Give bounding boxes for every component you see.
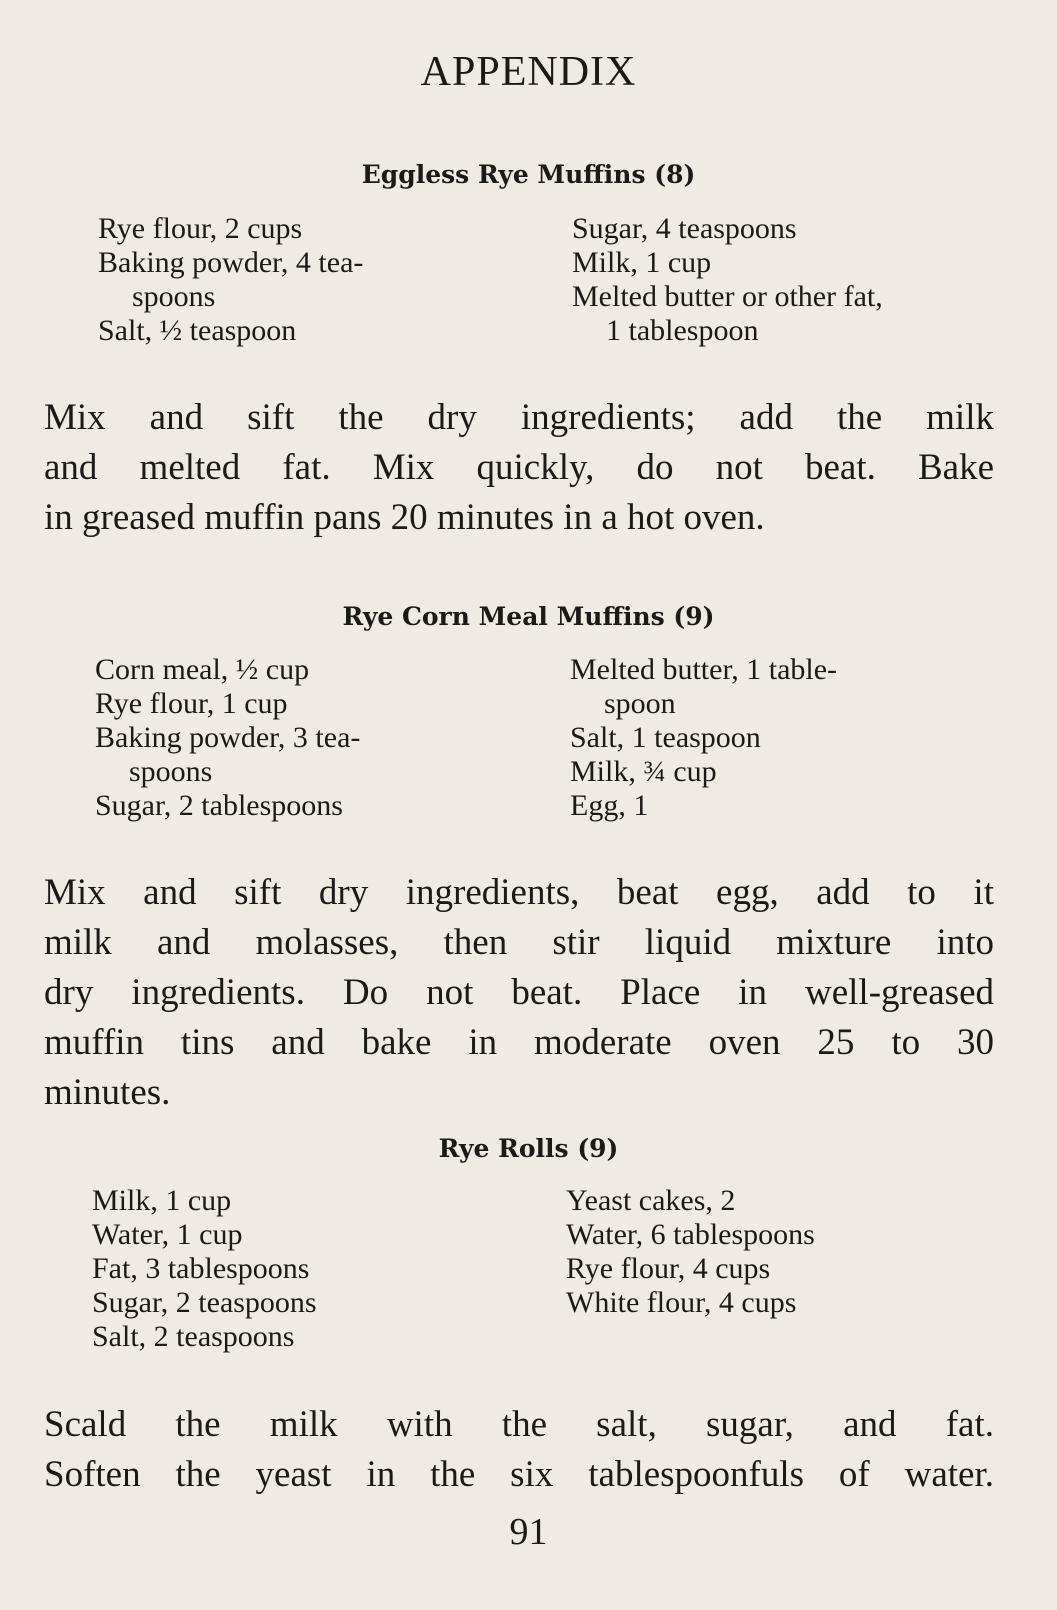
ingredient: Water, 1 cup bbox=[92, 1218, 243, 1251]
ingredient: Baking powder, 4 tea- bbox=[98, 246, 364, 279]
ingredient: Milk, ¾ cup bbox=[570, 755, 717, 788]
directions-line: milk and molasses, then stir liquid mixture into bbox=[44, 922, 994, 963]
ingredient: Salt, 1 teaspoon bbox=[570, 721, 761, 754]
ingredient-continuation: spoons bbox=[129, 755, 213, 788]
directions bbox=[44, 1400, 994, 1500]
directions-line: Mix and sift the dry ingredients; add the milk bbox=[44, 397, 994, 438]
directions-line: in greased muffin pans 20 minutes in a hot oven. bbox=[44, 497, 765, 538]
recipe-title: Rye Corn Meal Muffins (9) bbox=[342, 602, 715, 631]
directions bbox=[44, 393, 994, 543]
ingredients-right bbox=[566, 1184, 815, 1320]
ingredients-left bbox=[92, 1184, 317, 1354]
ingredient: Rye flour, 4 cups bbox=[566, 1252, 771, 1285]
ingredient: Yeast cakes, 2 bbox=[566, 1184, 736, 1217]
ingredient: Milk, 1 cup bbox=[572, 246, 712, 279]
ingredient: White flour, 4 cups bbox=[566, 1286, 797, 1319]
ingredients-left bbox=[98, 212, 363, 348]
ingredient: Milk, 1 cup bbox=[92, 1184, 232, 1217]
running-head: APPENDIX bbox=[420, 49, 637, 95]
ingredient: Sugar, 4 teaspoons bbox=[572, 212, 797, 245]
directions-line: muffin tins and bake in moderate oven 25 to 30 bbox=[44, 1022, 994, 1063]
directions bbox=[44, 868, 994, 1118]
ingredient-continuation: 1 tablespoon bbox=[606, 314, 759, 347]
ingredient: Melted butter, 1 table- bbox=[570, 653, 838, 686]
ingredient: Egg, 1 bbox=[570, 789, 649, 822]
directions-line: dry ingredients. Do not beat. Place in well-greased bbox=[44, 972, 994, 1013]
ingredient-continuation: spoons bbox=[132, 280, 216, 313]
page-number: 91 bbox=[509, 1511, 548, 1553]
recipe-title: Eggless Rye Muffins (8) bbox=[361, 160, 696, 189]
ingredient: Salt, 2 teaspoons bbox=[92, 1320, 295, 1353]
directions-line: and melted fat. Mix quickly, do not beat. Bake bbox=[44, 447, 994, 488]
ingredient: Baking powder, 3 tea- bbox=[95, 721, 361, 754]
ingredient: Water, 6 tablespoons bbox=[566, 1218, 815, 1251]
ingredient: Sugar, 2 teaspoons bbox=[92, 1286, 317, 1319]
directions-line: Scald the milk with the salt, sugar, and fat. bbox=[44, 1404, 994, 1445]
ingredient: Rye flour, 2 cups bbox=[98, 212, 303, 245]
directions-line: minutes. bbox=[44, 1072, 171, 1113]
ingredient-continuation: spoon bbox=[604, 687, 676, 720]
ingredients-right bbox=[572, 212, 883, 348]
ingredient: Sugar, 2 tablespoons bbox=[95, 789, 343, 822]
ingredient: Corn meal, ½ cup bbox=[95, 653, 310, 686]
ingredient: Melted butter or other fat, bbox=[572, 280, 883, 313]
ingredient: Salt, ½ teaspoon bbox=[98, 314, 297, 347]
ingredient: Rye flour, 1 cup bbox=[95, 687, 288, 720]
ingredient: Fat, 3 tablespoons bbox=[92, 1252, 310, 1285]
ingredients-right bbox=[570, 653, 837, 823]
directions-line: Mix and sift dry ingredients, beat egg, add to it bbox=[44, 872, 994, 913]
directions-line: Soften the yeast in the six tablespoonfuls of water. bbox=[44, 1454, 994, 1495]
recipe-title: Rye Rolls (9) bbox=[438, 1134, 619, 1163]
ingredients-left bbox=[95, 653, 360, 823]
